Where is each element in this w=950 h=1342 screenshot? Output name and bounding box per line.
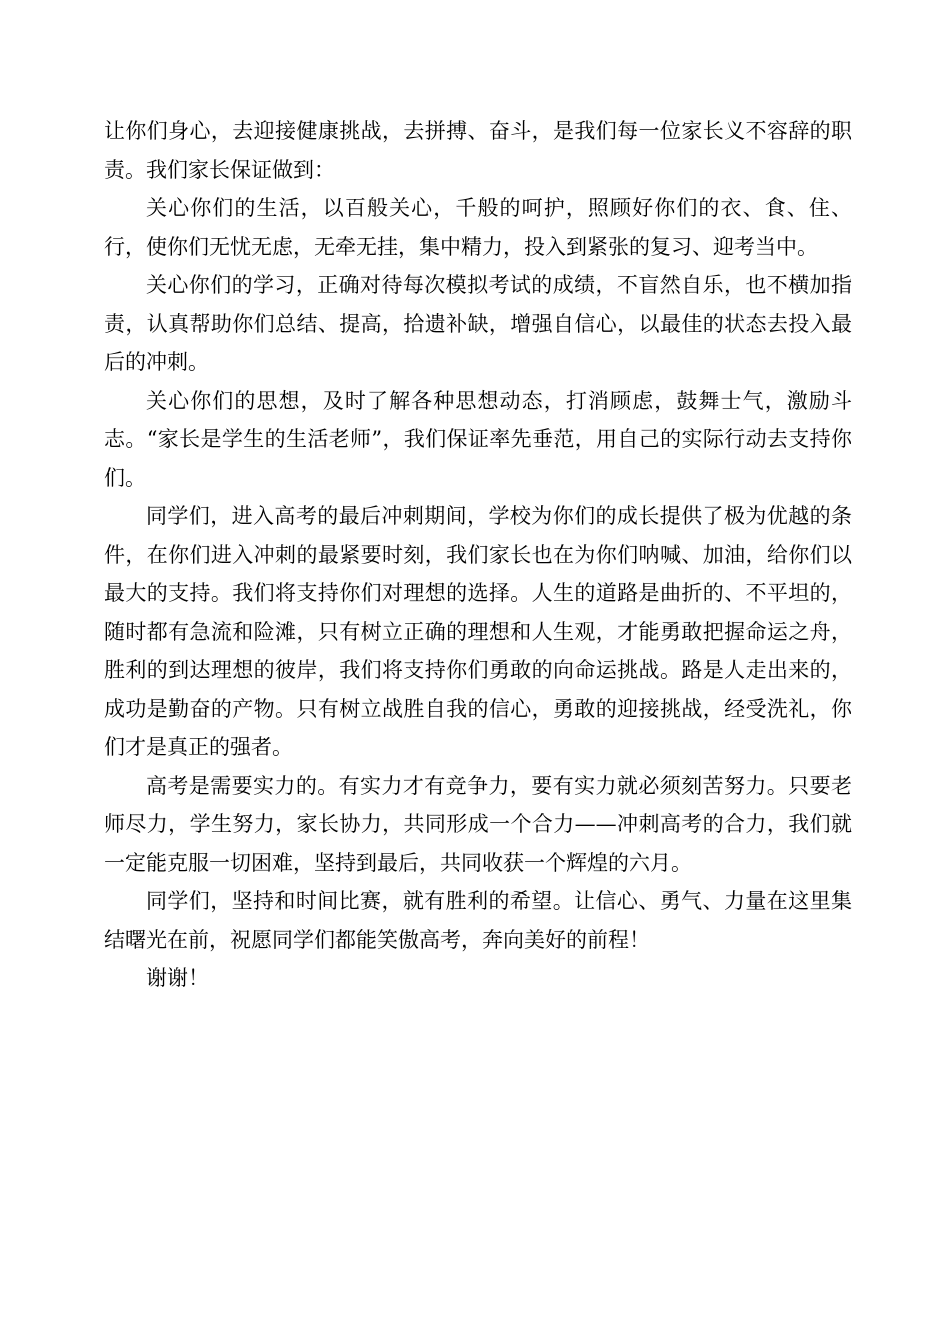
- paragraph-care-study: 关心你们的学习，正确对待每次模拟考试的成绩，不盲然自乐，也不横加指责，认真帮助你们总结、提高，拾遗补缺，增强自信心，以最佳的状态去投入最后的冲刺。: [104, 273, 852, 374]
- paragraph-care-life: 关心你们的生活，以百般关心，千般的呵护，照顾好你们的衣、食、住、行，使你们无忧无虑，无牵无挂，集中精力，投入到紧张的复习、迎考当中。: [104, 196, 852, 259]
- document-body: [104, 112, 852, 998]
- paragraph-responsibility: 让你们身心，去迎接健康挑战，去拼搏、奋斗，是我们每一位家长义不容辞的职责。我们家长保证做到：: [104, 119, 852, 182]
- paragraph-strength: 高考是需要实力的。有实力才有竞争力，要有实力就必须刻苦努力。只要老师尽力，学生努力，家长协力，共同形成一个合力——冲刺高考的合力，我们就一定能克服一切困难，坚持到最后，共同收获一个辉煌的六月。: [104, 773, 852, 875]
- paragraph-support: 同学们，进入高考的最后冲刺期间，学校为你们的成长提供了极为优越的条件，在你们进入冲刺的最紧要时刻，我们家长也在为你们呐喊、加油，给你们以最大的支持。我们将支持你们对理想的选择。人生的道路是曲折的、不平坦的，随时都有急流和险滩，只有树立正确的理想和人生观，才能勇敢把握命运之舟，胜利的到达理想的彼岸，我们将支持你们勇敢的向命运挑战。路是人走出来的，成功是勤奋的产物。只有树立战胜自我的信心，勇敢的迎接挑战，经受洗礼，你们才是真正的强者。: [104, 504, 852, 759]
- paragraph-care-thought: 关心你们的思想，及时了解各种思想动态，打消顾虑，鼓舞士气，激励斗志。“家长是学生的生活老师”，我们保证率先垂范，用自己的实际行动去支持你们。: [104, 388, 852, 490]
- paragraph-wishes: 同学们，坚持和时间比赛，就有胜利的希望。让信心、勇气、力量在这里集结曙光在前，祝愿同学们都能笑傲高考，奔向美好的前程！: [104, 889, 852, 952]
- paragraph-thanks: 谢谢！: [146, 966, 209, 990]
